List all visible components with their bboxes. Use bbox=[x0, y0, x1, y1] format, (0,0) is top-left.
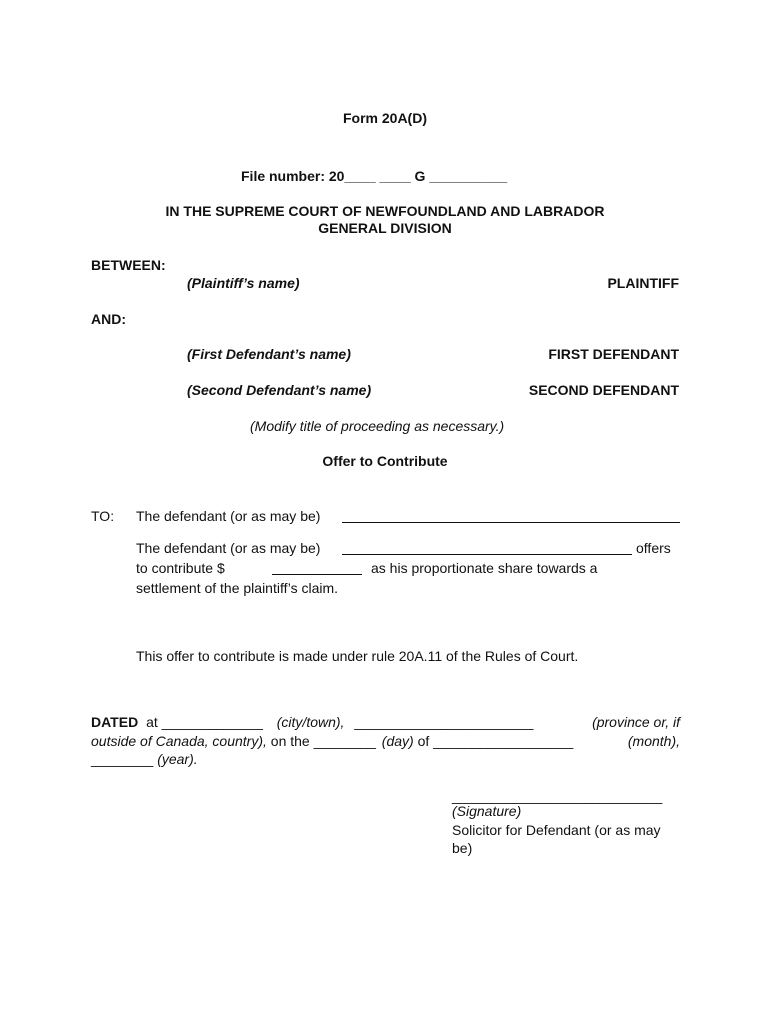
dated-line-1 bbox=[91, 714, 533, 730]
first-defendant-name: (First Defendant’s name) bbox=[187, 346, 351, 362]
contribute-text: to contribute $ bbox=[136, 560, 225, 576]
dated-province: (province or, if bbox=[592, 714, 680, 730]
dated-line-3 bbox=[91, 751, 198, 767]
offering-defendant-blank[interactable] bbox=[342, 554, 632, 555]
offer-title: Offer to Contribute bbox=[322, 453, 448, 469]
first-defendant-role: FIRST DEFENDANT bbox=[548, 346, 679, 362]
second-defendant-role: SECOND DEFENDANT bbox=[528, 382, 679, 398]
modify-note: (Modify title of proceeding as necessary.) bbox=[250, 418, 505, 434]
and-label: AND: bbox=[91, 311, 126, 327]
dated-year-blank: ________ bbox=[91, 751, 154, 767]
plaintiff-name: (Plaintiff’s name) bbox=[187, 275, 300, 291]
rule-text: This offer to contribute is made under rule 20A.11 of the Rules of Court. bbox=[136, 648, 579, 664]
dated-day: (day) bbox=[381, 733, 414, 749]
dated-month: (month), bbox=[627, 733, 680, 749]
dated-year: (year). bbox=[157, 751, 198, 767]
dated-province-blank: _______________________ bbox=[354, 714, 534, 730]
dated-outside: outside of Canada, country), bbox=[91, 733, 267, 749]
offer-text-1: The defendant (or as may be) bbox=[136, 540, 321, 556]
offers-word: offers bbox=[636, 540, 671, 556]
dated-line-2 bbox=[91, 733, 573, 749]
dated-city-town: (city/town), bbox=[276, 714, 345, 730]
to-text: The defendant (or as may be) bbox=[136, 508, 321, 524]
share-text: as his proportionate share towards a bbox=[371, 560, 598, 576]
amount-blank[interactable] bbox=[272, 574, 362, 575]
dated-at: at _____________ bbox=[146, 714, 263, 730]
dated-of: of __________________ bbox=[417, 733, 574, 749]
dated-on-the: on the ________ bbox=[270, 733, 376, 749]
dated-label: DATED bbox=[91, 714, 139, 730]
to-label: TO: bbox=[91, 508, 115, 524]
signature-role-1: Solicitor for Defendant (or as may bbox=[452, 822, 661, 838]
court-line-1: IN THE SUPREME COURT OF NEWFOUNDLAND AND LABRADOR bbox=[165, 203, 605, 219]
between-label: BETWEEN: bbox=[91, 257, 166, 273]
settlement-text: settlement of the plaintiff’s claim. bbox=[136, 580, 339, 596]
signature-label: (Signature) bbox=[452, 803, 522, 819]
signature-role-2: be) bbox=[452, 840, 473, 856]
file-number: File number: 20____ ____ G __________ bbox=[241, 168, 508, 184]
court-line-2: GENERAL DIVISION bbox=[318, 220, 452, 236]
second-defendant-name: (Second Defendant’s name) bbox=[187, 382, 372, 398]
to-recipient-blank[interactable] bbox=[342, 522, 680, 523]
plaintiff-role: PLAINTIFF bbox=[607, 275, 679, 291]
signature-line[interactable]: ___________________________ bbox=[452, 788, 663, 804]
court-heading bbox=[0, 203, 770, 236]
form-title: Form 20A(D) bbox=[342, 110, 427, 126]
